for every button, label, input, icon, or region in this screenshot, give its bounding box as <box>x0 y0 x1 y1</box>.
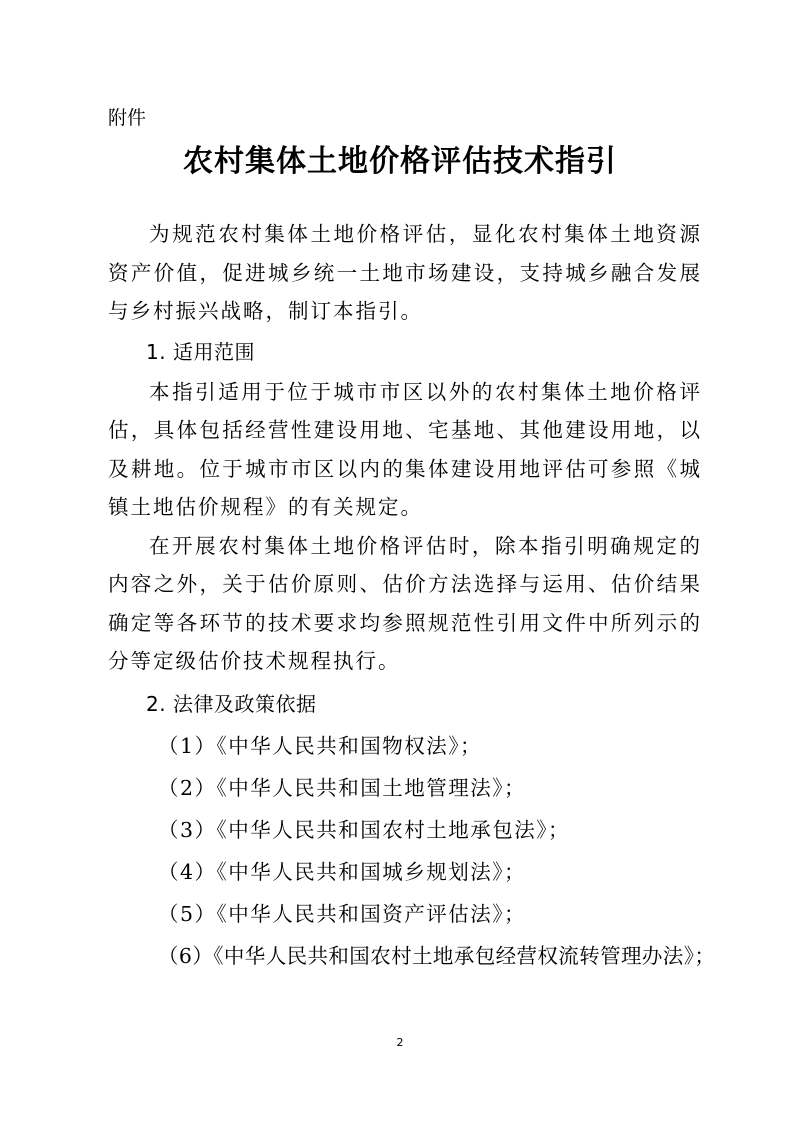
section-1-paragraph-2: 在开展农村集体土地价格评估时，除本指引明确规定的内容之外，关于估价原则、估价方法选择与运用、估价结果确定等各环节的技术要求均参照规范性引用文件中所列示的分等定级估价技术规程执行。 <box>108 533 702 673</box>
page-number: 2 <box>396 1036 404 1049</box>
list-item: （5）《中华人民共和国资产评估法》； <box>158 901 527 926</box>
section-2-heading: 2. 法律及政策依据 <box>146 691 317 716</box>
list-item: （2）《中华人民共和国土地管理法》； <box>158 775 527 800</box>
document-title: 农村集体土地价格评估技术指引 <box>183 144 617 179</box>
list-item: （6）《中华人民共和国农村土地承包经营权流转管理办法》； <box>158 943 716 968</box>
attachment-label: 附件 <box>108 107 147 129</box>
section-1-paragraph-1: 本指引适用于位于城市市区以外的农村集体土地价格评估，具体包括经营性建设用地、宅基地、其他建设用地，以及耕地。位于城市市区以内的集体建设用地评估可参照《城镇土地估价规程》的有关规定。 <box>108 379 702 519</box>
document-body <box>108 215 716 977</box>
section-1-heading: 1. 适用范围 <box>146 339 255 364</box>
legal-basis-list <box>108 725 716 977</box>
intro-paragraph: 为规范农村集体土地价格评估，显化农村集体土地资源资产价值，促进城乡统一土地市场建设，支持城乡融合发展与乡村振兴战略，制订本指引。 <box>108 222 702 323</box>
list-item: （4）《中华人民共和国城乡规划法》； <box>158 859 527 884</box>
list-item: （3）《中华人民共和国农村土地承包法》； <box>158 817 571 842</box>
list-item: （1）《中华人民共和国物权法》； <box>158 733 483 758</box>
